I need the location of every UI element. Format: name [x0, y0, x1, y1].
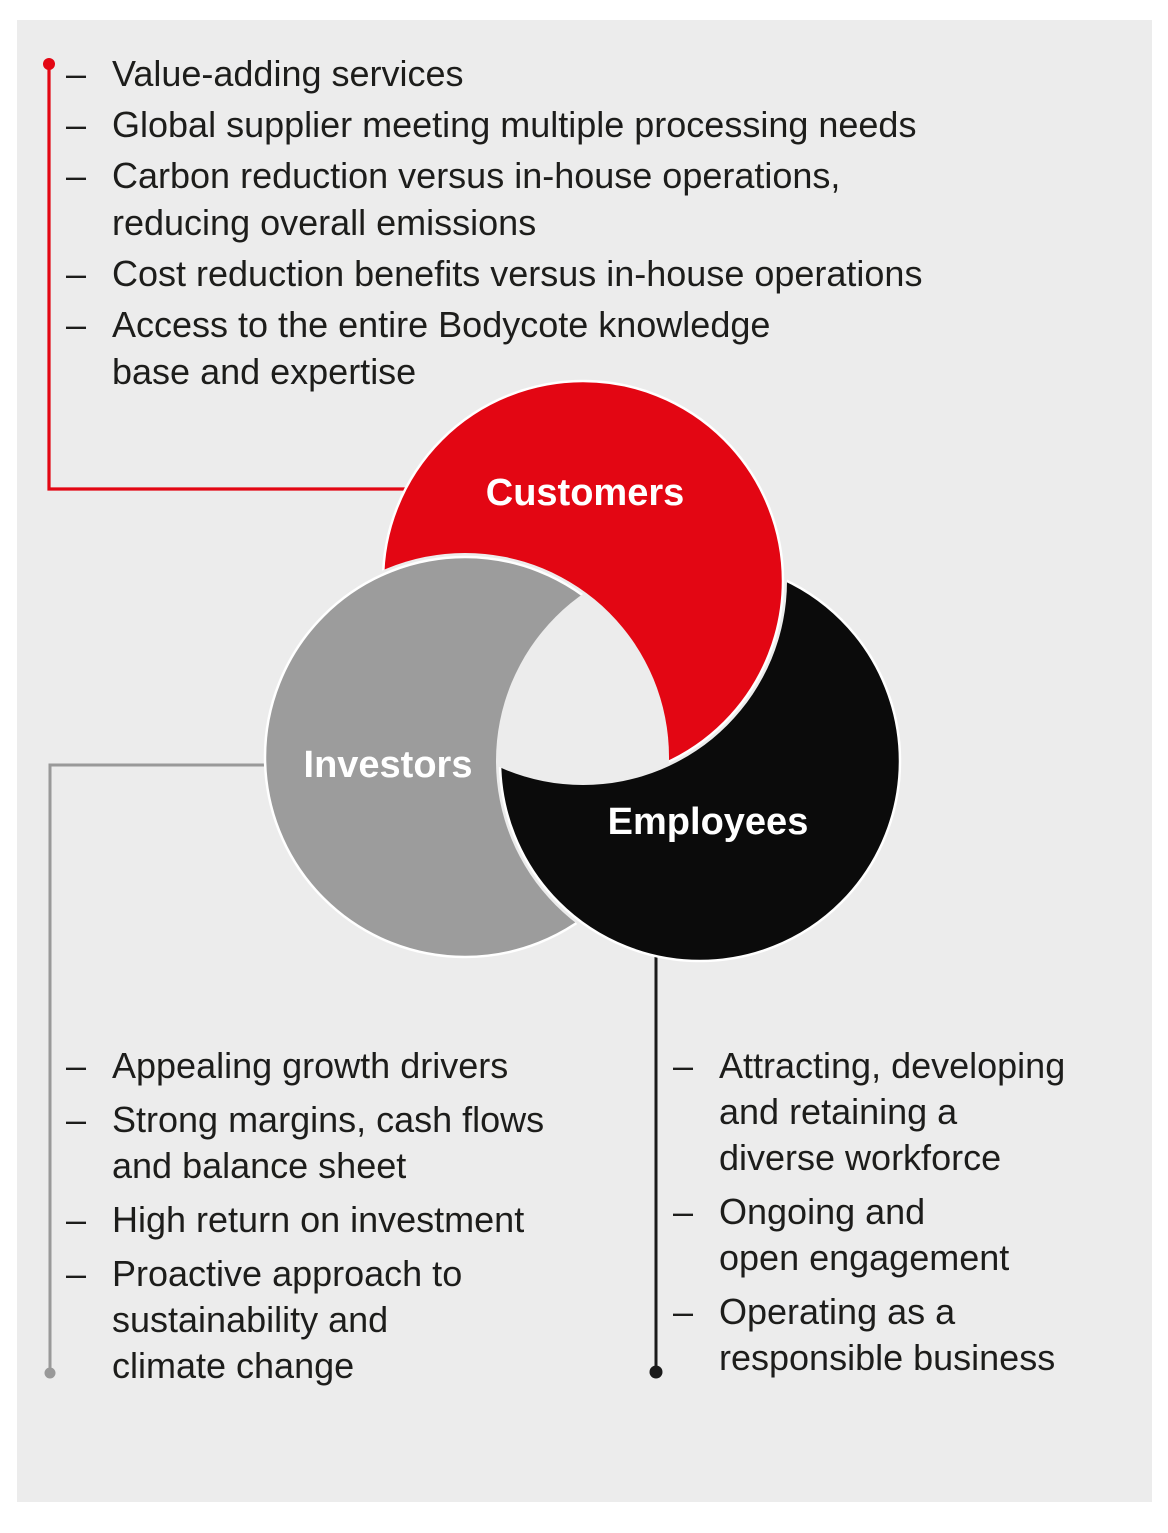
list-item: [66, 1197, 544, 1243]
bullet-dash: –: [66, 53, 87, 94]
customers-connector-dot: [43, 58, 55, 70]
list-item: [66, 1251, 544, 1389]
list-item: [673, 1043, 1065, 1181]
customers-circle-label: Customers: [485, 472, 685, 514]
list-item: [673, 1289, 1065, 1381]
investors-circle-label: Investors: [303, 744, 473, 786]
bullet-dash: –: [66, 1045, 87, 1086]
bullet-dash: –: [66, 1253, 87, 1294]
list-item: [66, 1097, 544, 1189]
bullet-dash: –: [66, 1099, 87, 1140]
list-item-line: Global supplier meeting multiple processing needs: [112, 104, 917, 145]
list-item: [66, 50, 922, 97]
list-item-line: Access to the entire Bodycote knowledge: [112, 304, 771, 345]
list-item-line: Proactive approach to: [112, 1253, 463, 1294]
list-item-line: climate change: [112, 1345, 355, 1386]
list-item-line: Ongoing and: [719, 1191, 926, 1232]
list-item-line: Cost reduction benefits versus in-house operations: [112, 253, 923, 294]
bullet-dash: –: [66, 304, 87, 345]
list-item-line: Strong margins, cash flows: [112, 1099, 545, 1140]
venn-circles: [265, 381, 900, 961]
list-item-line: Carbon reduction versus in-house operations,: [112, 155, 841, 196]
bullet-dash: –: [66, 155, 87, 196]
bullet-dash: –: [673, 1291, 694, 1332]
employees-bullet-list: [673, 1043, 1065, 1389]
list-item-line: Attracting, developing: [719, 1045, 1066, 1086]
list-item-line: responsible business: [719, 1337, 1056, 1378]
list-item-line: Operating as a: [719, 1291, 956, 1332]
employees-circle: [500, 561, 900, 961]
investors-bullet-list: [66, 1043, 544, 1397]
list-item-line: Value-adding services: [112, 53, 464, 94]
list-item-line: and balance sheet: [112, 1145, 407, 1186]
list-item-line: open engagement: [719, 1237, 1010, 1278]
list-item-line: reducing overall emissions: [112, 202, 537, 243]
list-item-line: diverse workforce: [719, 1137, 1002, 1178]
employees-connector-dot: [650, 1366, 663, 1379]
list-item-line: and retaining a: [719, 1091, 958, 1132]
list-item: [66, 250, 922, 297]
list-item: [66, 1043, 544, 1089]
list-item: [66, 301, 922, 395]
list-item-line: Appealing growth drivers: [112, 1045, 509, 1086]
bullet-dash: –: [673, 1045, 694, 1086]
list-item: [673, 1189, 1065, 1281]
bullet-dash: –: [66, 253, 87, 294]
bullet-dash: –: [673, 1191, 694, 1232]
list-item-line: sustainability and: [112, 1299, 389, 1340]
investors-connector-dot: [45, 1368, 56, 1379]
customers-bullet-list: [66, 50, 922, 399]
employees-circle-label: Employees: [607, 801, 809, 843]
list-item-line: High return on investment: [112, 1199, 525, 1240]
bullet-dash: –: [66, 104, 87, 145]
list-item: [66, 152, 922, 246]
bullet-dash: –: [66, 1199, 87, 1240]
list-item: [66, 101, 922, 148]
list-item-line: base and expertise: [112, 351, 417, 392]
